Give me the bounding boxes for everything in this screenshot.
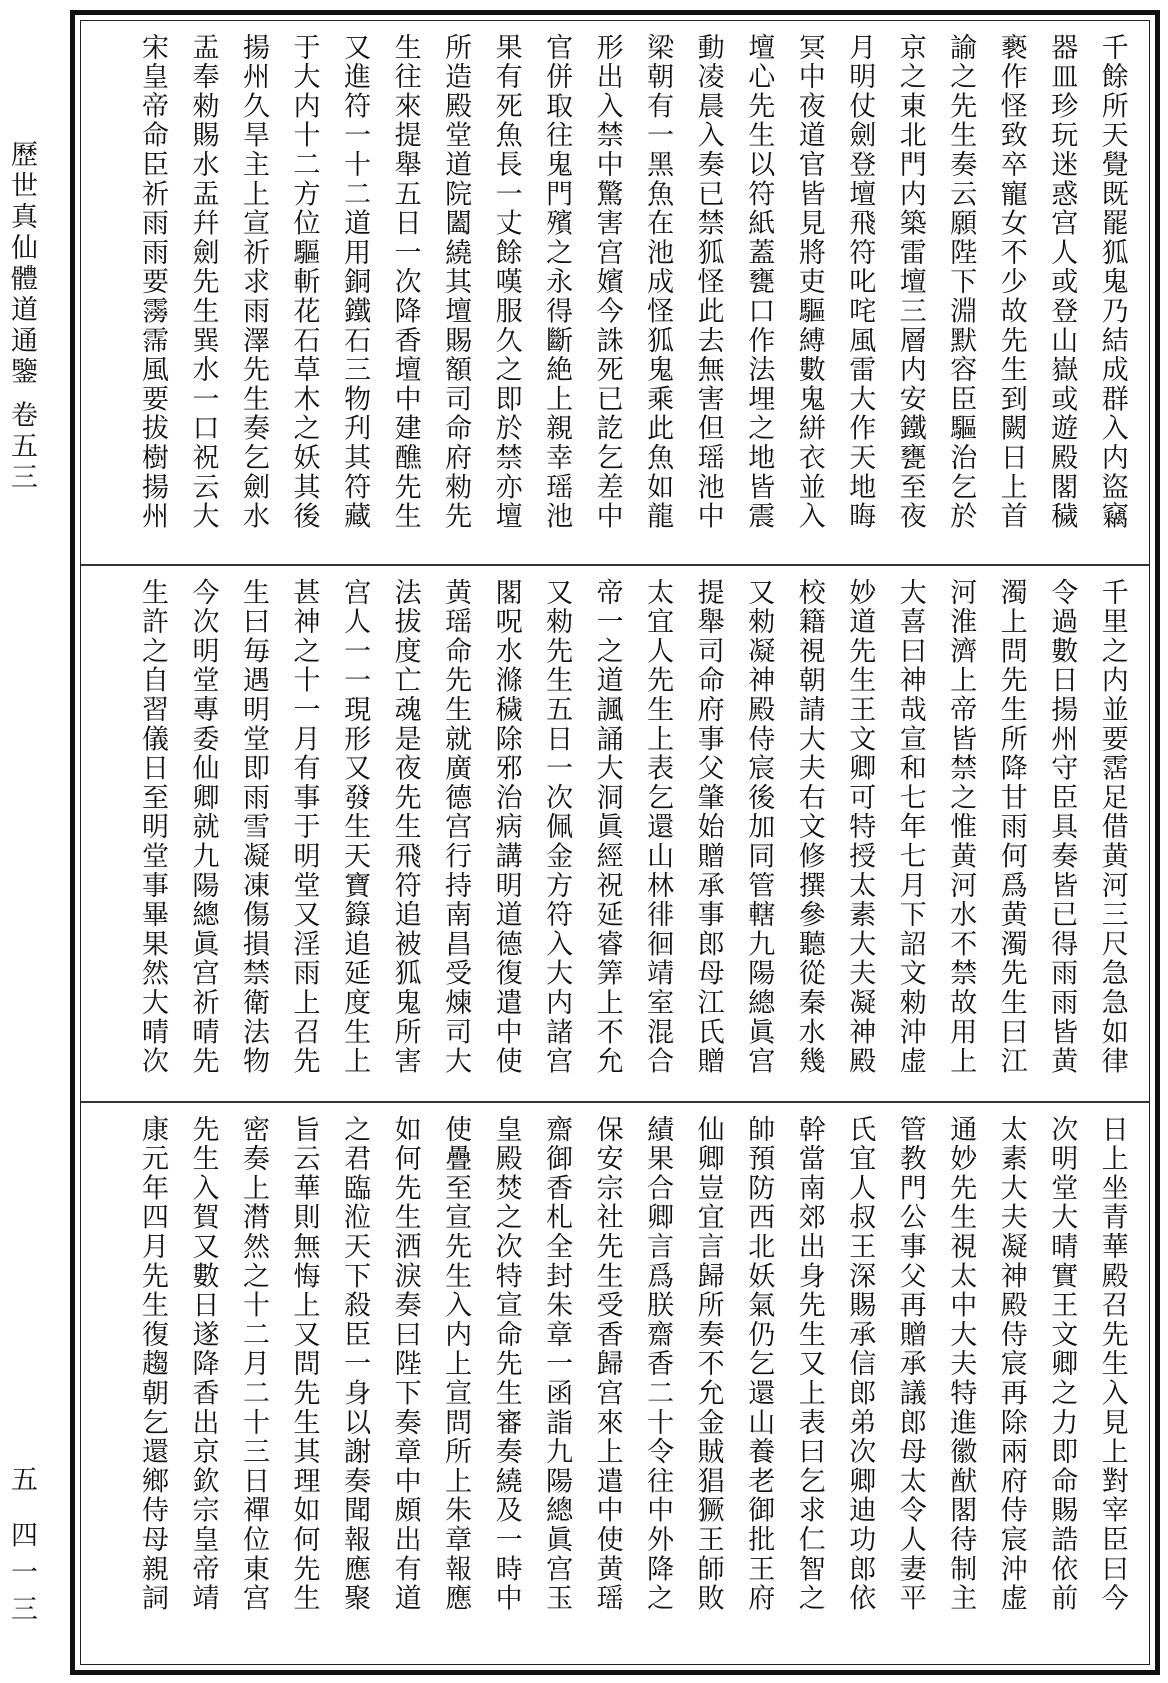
- text-column: 月明仗劍登壇飛符叱咤風雷大作天地晦: [844, 33, 876, 532]
- text-column: 令過數日揚州守臣具奏皆已得雨雨皆黄: [1046, 578, 1078, 1077]
- text-column: 次明堂大晴實王文卿之力即命賜誥依前: [1046, 1115, 1078, 1614]
- text-column: 諭之先生奏云願陛下淵默容臣驅治乞於: [945, 33, 977, 532]
- text-column: 動凌晨入奏已禁狐怪此去無害但瑶池中: [692, 33, 724, 532]
- margin-page-number: 五 四一三: [6, 1465, 37, 1632]
- text-column: 日上坐青華殿召先生入見上對宰臣曰今: [1096, 1115, 1128, 1614]
- page-frame: [70, 10, 1160, 1675]
- text-column: 黄瑶命先生就廣德宫行持南昌受煉司大: [440, 578, 472, 1077]
- margin-book-title: 歷世真仙體道通鑒 卷五三: [6, 140, 37, 494]
- text-column: 妙道先生王文卿可特授太素大夫凝神殿: [844, 578, 876, 1077]
- text-column: 閣呪水滌穢除邪治病講明道德復遣中使: [490, 578, 522, 1077]
- text-column: 生許之自習儀日至明堂事畢果然大晴次: [137, 578, 168, 1077]
- text-column: 太宜人先生上表乞還山林徘徊靖室混合: [642, 578, 674, 1077]
- text-column: 提舉司命府事父肇始贈承事郎母江氏贈: [692, 578, 724, 1077]
- text-column: 所造殿堂道院闔繞其壇賜額司命府勑先: [440, 33, 472, 532]
- text-column: 先生入賀又數日遂降香出京欽宗皇帝靖: [187, 1115, 219, 1614]
- text-column: 揚州久旱主上宣祈求雨澤先生奏乞劍水: [238, 33, 270, 532]
- text-column: 旨云華則無悔上又問先生其理如何先生: [288, 1115, 320, 1614]
- text-column: 于大内十二方位驅斬花石草木之妖其後: [288, 33, 320, 532]
- text-panel-bottom: [81, 1103, 1149, 1663]
- text-column: 千里之内並要霑足借黄河三尺急急如律: [1096, 578, 1128, 1077]
- text-column: 密奏上潸然之十二月二十三日禪位東宫: [238, 1115, 270, 1614]
- text-column: 今次明堂專委仙卿就九陽總眞宫祈晴先: [187, 578, 219, 1077]
- text-column: 濁上問先生所降甘雨何爲黄濁先生曰江: [995, 578, 1027, 1077]
- column-group-bottom: [129, 1115, 1135, 1657]
- text-column: 褻作怪致卒寵女不少故先生到闕日上首: [995, 33, 1027, 532]
- text-column: 通妙先生視太中大夫特進徽猷閣待制主: [945, 1115, 977, 1614]
- text-column: 果有死魚長一丈餘嘆服久之即於禁亦壇: [490, 33, 522, 532]
- text-column: 又勑先生五日一次佩金方符入大内諸宫: [541, 578, 573, 1077]
- text-column: 帝一之道諷誦大洞眞經祝延睿筭上不允: [591, 578, 623, 1077]
- text-column: 仙卿豈宜言歸所奏不允金賊猖獗王師敗: [692, 1115, 724, 1614]
- text-column: 氏宜人叔王深賜承信郎弟次卿迪功郎依: [844, 1115, 876, 1614]
- column-group-top: [129, 33, 1135, 558]
- text-column: 康元年四月先生復趨朝乞還鄉侍母親詞: [137, 1115, 168, 1614]
- text-column: 使疊至宣先生入内上宣問所上朱章報應: [440, 1115, 472, 1614]
- text-column: 校籍視朝請大夫右文修撰參聽從秦水幾: [793, 578, 825, 1077]
- text-column: 管教門公事父再贈承議郎母太令人妻平: [894, 1115, 926, 1614]
- text-column: 如何先生洒淚奏曰陛下奏章中頗出有道: [389, 1115, 421, 1614]
- text-column: 形出入禁中驚害宫嬪今誅死已訖乞差中: [591, 33, 623, 532]
- text-column: 齋御香札全封朱章一函詣九陽總眞宫玉: [541, 1115, 573, 1614]
- text-column: 生曰毎遇明堂即雨雪凝凍傷損禁衛法物: [238, 578, 270, 1077]
- text-column: 壇心先生以符紙蓋甕口作法埋之地皆震: [743, 33, 775, 532]
- text-column: 幹當南郊出身先生又上表曰乞求仁智之: [793, 1115, 825, 1614]
- text-column: 又勑凝神殿侍宸後加同管轄九陽總眞宫: [743, 578, 775, 1077]
- text-column: 冥中夜道官皆見將吏驅縛數鬼絣衣並入: [793, 33, 825, 532]
- column-group-middle: [129, 578, 1135, 1095]
- text-column: 千餘所天覺既罷狐鬼乃結成群入内盜竊: [1096, 33, 1128, 532]
- text-column: 之君臨涖天下殺臣一身以謝奏聞報應聚: [339, 1115, 371, 1614]
- text-column: 梁朝有一黑魚在池成怪狐鬼乘此魚如龍: [642, 33, 674, 532]
- text-column: 帥預防西北妖氣仍乞還山養老御批王府: [743, 1115, 775, 1614]
- text-column: 皇殿焚之次特宣命先生審奏繞及一時中: [490, 1115, 522, 1614]
- text-column: 又進符一十二道用銅鐵石三物刋其符藏: [339, 33, 371, 532]
- text-column: 法拔度亡魂是夜先生飛符追被狐鬼所害: [389, 578, 421, 1077]
- text-column: 甚神之十一月有事于明堂又淫雨上召先: [288, 578, 320, 1077]
- text-column: 生往來提舉五日一次降香壇中建醮先生: [389, 33, 421, 532]
- text-column: 大喜曰神哉宣和七年七月下詔文勑沖虚: [894, 578, 926, 1077]
- text-column: 京之東北門内築雷壇三層内安鐵甕至夜: [894, 33, 926, 532]
- text-column: 盂奉勑賜水盂幷劍先生巽水一口祝云大: [187, 33, 219, 532]
- text-panel-middle: [81, 566, 1149, 1103]
- text-column: 河淮濟上帝皆禁之惟黄河水不禁故用上: [945, 578, 977, 1077]
- text-column: 太素大夫凝神殿侍宸再除兩府侍宸沖虚: [995, 1115, 1027, 1614]
- text-column: 宋皇帝命臣祈雨雨要霶霈風要拔樹揚州: [137, 33, 168, 532]
- text-column: 宫人一一現形又發生天寶籙追延度生上: [339, 578, 371, 1077]
- text-column: 績果合卿言爲朕齋香二十令往中外降之: [642, 1115, 674, 1614]
- text-column: 保安宗社先生受香歸宫來上遣中使黄瑶: [591, 1115, 623, 1614]
- text-panel-top: [81, 21, 1149, 566]
- text-column: 官併取往鬼門殯之永得斷絶上親幸瑶池: [541, 33, 573, 532]
- text-column: 器皿珍玩迷惑宫人或登山嶽或遊殿閣穢: [1046, 33, 1078, 532]
- text-border: [80, 20, 1150, 1665]
